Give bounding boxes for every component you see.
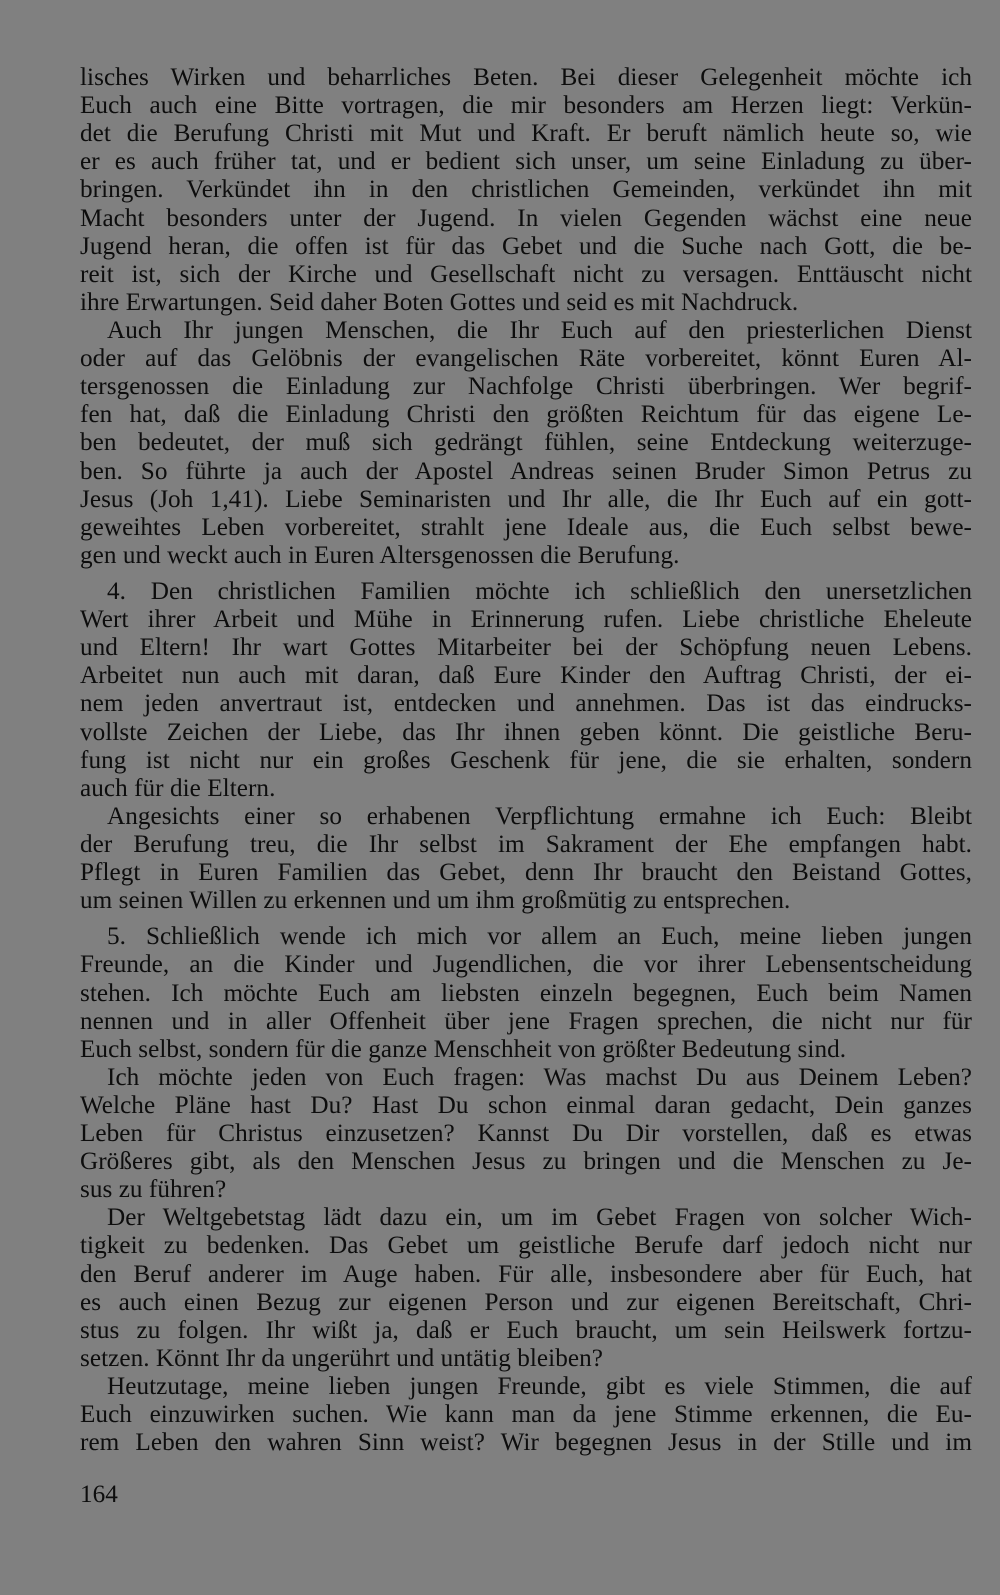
section-gap bbox=[80, 570, 972, 578]
text-line: vollste Zeichen der Liebe, das Ihr ihnen geben könnt. Die geistliche Beru- bbox=[80, 718, 972, 746]
text-line: fen hat, daß die Einladung Christi den größten Reichtum für das eigene Le- bbox=[80, 401, 972, 429]
text-line: setzen. Könnt Ihr da ungerührt und untätig bleiben? bbox=[80, 1344, 603, 1372]
text-line: Größeres gibt, als den Menschen Jesus zu bringen und die Menschen zu Je- bbox=[80, 1148, 972, 1176]
text-line: 4. Den christlichen Familien möchte ich schließlich den unersetzlichen bbox=[107, 577, 972, 605]
text-line: Heutzutage, meine lieben jungen Freunde, gibt es viele Stimmen, die auf bbox=[107, 1373, 972, 1401]
text-line: es auch einen Bezug zur eigenen Person und zur eigenen Bereitschaft, Chri- bbox=[80, 1288, 972, 1316]
text-line: 5. Schließlich wende ich mich vor allem an Euch, meine lieben jungen bbox=[107, 923, 972, 951]
text-line: Welche Pläne hast Du? Hast Du schon einmal daran gedacht, Dein ganzes bbox=[80, 1091, 972, 1119]
text-line: tigkeit zu bedenken. Das Gebet um geistliche Berufe darf jedoch nicht nur bbox=[80, 1232, 972, 1260]
text-line: er es auch früher tat, und er bedient sich unser, um seine Einladung zu über- bbox=[80, 148, 972, 176]
text-line: der Berufung treu, die Ihr selbst im Sakrament der Ehe empfangen habt. bbox=[80, 830, 972, 858]
text-line: fung ist nicht nur ein großes Geschenk für jene, die sie erhalten, sondern bbox=[80, 746, 972, 774]
text-line: sus zu führen? bbox=[80, 1176, 227, 1204]
text-line: gen und weckt auch in Euren Altersgenossen die Berufung. bbox=[80, 541, 680, 569]
text-line: Auch Ihr jungen Menschen, die Ihr Euch auf den priesterlichen Dienst bbox=[107, 316, 972, 344]
page-body bbox=[80, 64, 972, 1457]
text-line: Euch selbst, sondern für die ganze Menschheit von größter Bedeutung sind. bbox=[80, 1035, 847, 1063]
text-line: auch für die Eltern. bbox=[80, 774, 276, 802]
text-line: reit ist, sich der Kirche und Gesellschaft nicht zu versagen. Enttäuscht nicht bbox=[80, 260, 972, 288]
text-line: Ich möchte jeden von Euch fragen: Was machst Du aus Deinem Leben? bbox=[107, 1063, 972, 1091]
text-line: Euch auch eine Bitte vortragen, die mir besonders am Herzen liegt: Verkün- bbox=[80, 92, 972, 120]
text-line: Angesichts einer so erhabenen Verpflichtung ermahne ich Euch: Bleibt bbox=[107, 802, 972, 830]
text-line: und Eltern! Ihr wart Gottes Mitarbeiter bei der Schöpfung neuen Lebens. bbox=[80, 634, 972, 662]
text-line: Wert ihrer Arbeit und Mühe in Erinnerung rufen. Liebe christliche Eheleute bbox=[80, 606, 972, 634]
text-line: um seinen Willen zu erkennen und um ihm großmütig zu entsprechen. bbox=[80, 887, 791, 915]
text-line: Macht besonders unter der Jugend. In vielen Gegenden wächst eine neue bbox=[80, 204, 972, 232]
text-line: Arbeitet nun auch mit daran, daß Eure Kinder den Auftrag Christi, der ei- bbox=[80, 662, 972, 690]
text-line: Der Weltgebetstag lädt dazu ein, um im Gebet Fragen von solcher Wich- bbox=[107, 1204, 972, 1232]
text-line: lisches Wirken und beharrliches Beten. Bei dieser Gelegenheit möchte ich bbox=[80, 64, 972, 91]
text-line: stehen. Ich möchte Euch am liebsten einzeln begegnen, Euch beim Namen bbox=[80, 979, 972, 1007]
text-line: Jesus (Joh 1,41). Liebe Seminaristen und Ihr alle, die Ihr Euch auf ein gott- bbox=[80, 485, 972, 513]
text-line: det die Berufung Christi mit Mut und Kraft. Er beruft nämlich heute so, wie bbox=[80, 120, 972, 148]
section-gap bbox=[80, 915, 972, 923]
text-line: rem Leben den wahren Sinn weist? Wir begegnen Jesus in der Stille und im bbox=[80, 1429, 972, 1457]
text-line: ben bedeutet, der muß sich gedrängt fühlen, seine Entdeckung weiterzuge- bbox=[80, 429, 972, 457]
text-line: tersgenossen die Einladung zur Nachfolge Christi überbringen. Wer begrif- bbox=[80, 373, 972, 401]
text-line: nem jeden anvertraut ist, entdecken und annehmen. Das ist das eindrucks- bbox=[80, 690, 972, 718]
text-line: oder auf das Gelöbnis der evangelischen Räte vorbereitet, könnt Euren Al- bbox=[80, 345, 972, 373]
text-line: geweihtes Leben vorbereitet, strahlt jene Ideale aus, die Euch selbst bewe- bbox=[80, 513, 972, 541]
text-line: Jugend heran, die offen ist für das Gebet und die Suche nach Gott, die be- bbox=[80, 232, 972, 260]
page-number: 164 bbox=[80, 1481, 118, 1508]
text-line: Freunde, an die Kinder und Jugendlichen, die vor ihrer Lebensentscheidung bbox=[80, 951, 972, 979]
text-line: Leben für Christus einzusetzen? Kannst Du Dir vorstellen, daß es etwas bbox=[80, 1120, 972, 1148]
text-line: stus zu folgen. Ihr wißt ja, daß er Euch braucht, um sein Heilswerk fortzu- bbox=[80, 1316, 972, 1344]
text-line: nennen und in aller Offenheit über jene Fragen sprechen, die nicht nur für bbox=[80, 1007, 972, 1035]
text-line: Pflegt in Euren Familien das Gebet, denn Ihr braucht den Beistand Gottes, bbox=[80, 859, 972, 887]
text-line: Euch einzuwirken suchen. Wie kann man da jene Stimme erkennen, die Eu- bbox=[80, 1401, 972, 1429]
text-line: ihre Erwartungen. Seid daher Boten Gottes und seid es mit Nachdruck. bbox=[80, 288, 799, 316]
text-line: bringen. Verkündet ihn in den christlichen Gemeinden, verkündet ihn mit bbox=[80, 176, 972, 204]
text-line: den Beruf anderer im Auge haben. Für alle, insbesondere aber für Euch, hat bbox=[80, 1260, 972, 1288]
text-line: ben. So führte ja auch der Apostel Andreas seinen Bruder Simon Petrus zu bbox=[80, 457, 972, 485]
